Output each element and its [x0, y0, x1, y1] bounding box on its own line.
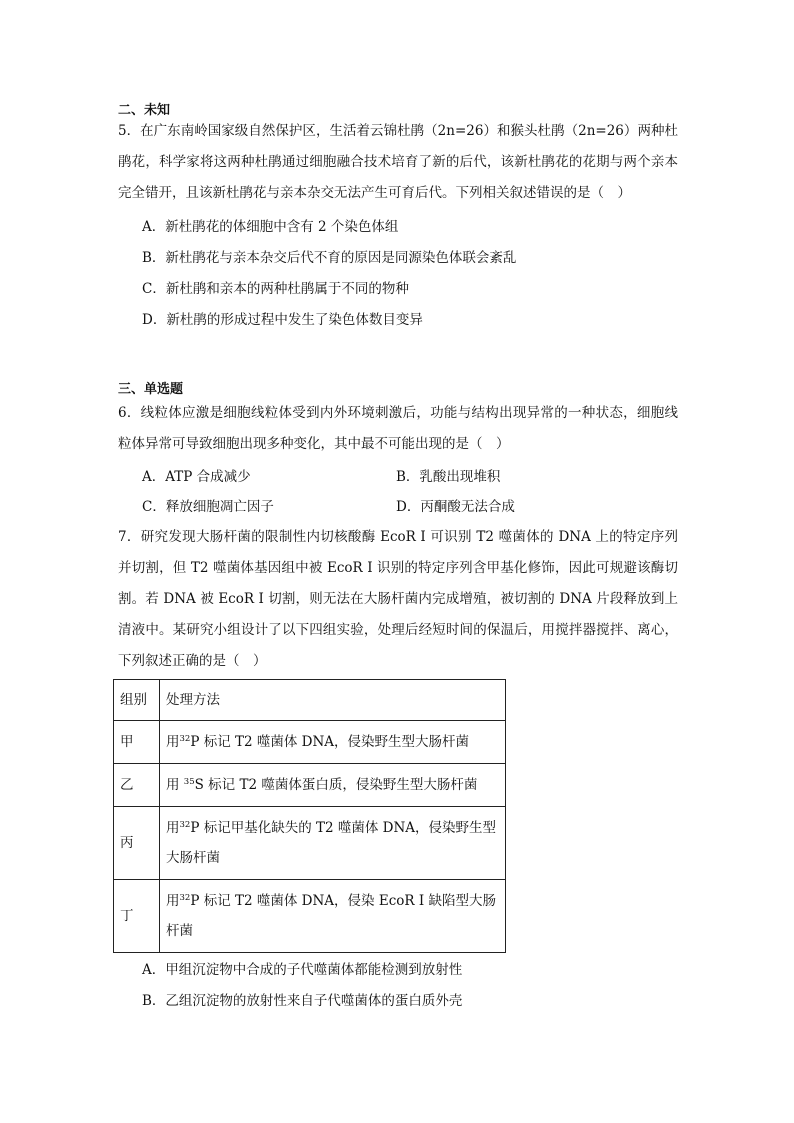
- table-method-cell: 用$^{32}$P 标记 T2 噬菌体 DNA，侵染野生型大肠杆菌: [160, 721, 506, 764]
- question-5-stem: 5．在广东南岭国家级自然保护区，生活着云锦杜鹃（2n=26）和猴头杜鹃（2n=26）两种杜鹃花，科学家将这两种杜鹃通过细胞融合技术培育了新的后代，该新杜鹃花的花期与两个亲本完全错开，且该新杜鹃花与亲本杂交无法产生可育后代。下列相关叙述错误的是（ ）: [118, 123, 678, 201]
- question-7-option-b: B．乙组沉淀物的放射性来自子代噬菌体的蛋白质外壳: [142, 993, 463, 1009]
- table-method-cell: 用$^{32}$P 标记甲基化缺失的 T2 噬菌体 DNA，侵染野生型大肠杆菌: [160, 807, 506, 880]
- table-row: [114, 764, 506, 807]
- table-group-cell: 乙: [114, 764, 160, 807]
- section-title-single-choice: 三、单选题: [118, 382, 184, 397]
- table-group-cell: 甲: [114, 721, 160, 764]
- question-7-option-a: A．甲组沉淀物中合成的子代噬菌体都能检测到放射性: [142, 962, 463, 978]
- table-group-cell: 丁: [114, 880, 160, 953]
- table-row: [114, 880, 506, 953]
- table-group-cell: 丙: [114, 807, 160, 880]
- table-header-cell: 处理方法: [160, 680, 506, 721]
- question-6-option-d: D．丙酮酸无法合成: [396, 499, 515, 515]
- section-title-unknown: 二、未知: [118, 103, 171, 118]
- question-5-option-b: B．新杜鹃花与亲本杂交后代不育的原因是同源染色体联会紊乱: [142, 250, 517, 266]
- question-6-option-b: B．乳酸出现堆积: [396, 469, 501, 485]
- question-6-stem: 6．线粒体应激是细胞线粒体受到内外环境刺激后，功能与结构出现异常的一种状态，细胞线粒体异常可导致细胞出现多种变化，其中最不可能出现的是（ ）: [118, 405, 678, 452]
- question-7-stem: 7．研究发现大肠杆菌的限制性内切核酸酶 EcoR I 可识别 T2 噬菌体的 DNA 上的特定序列并切割，但 T2 噬菌体基因组中被 EcoR I 识别的特定序列含甲基化修饰，因此可规避该酶切割。若 DNA 被 EcoR I 切割，则无法在大肠杆菌内完成增殖，被切割的 DNA 片段释放到上清液中。某研究小组设计了以下四组实验，处理后经短时间的保温后，用搅拌器搅拌、离心，下列叙述正确的是（ ）: [118, 529, 678, 669]
- table-method-cell: 用 $^{35}$S 标记 T2 噬菌体蛋白质，侵染野生型大肠杆菌: [160, 764, 506, 807]
- table-header-cell: 组别: [114, 680, 160, 721]
- table-row: [114, 807, 506, 880]
- question-5-option-a: A．新杜鹃花的体细胞中含有 2 个染色体组: [142, 219, 399, 235]
- question-5-option-c: C．新杜鹃和亲本的两种杜鹃属于不同的物种: [142, 281, 409, 297]
- table-method-cell: 用$^{32}$P 标记 T2 噬菌体 DNA，侵染 EcoR I 缺陷型大肠杆菌: [160, 880, 506, 953]
- experiment-table: [113, 679, 506, 953]
- question-5-option-d: D．新杜鹃的形成过程中发生了染色体数目变异: [142, 312, 423, 328]
- question-6-option-a: A．ATP 合成减少: [142, 469, 251, 485]
- table-row: [114, 721, 506, 764]
- question-6-option-c: C．释放细胞凋亡因子: [142, 499, 274, 515]
- table-header-row: [114, 680, 506, 721]
